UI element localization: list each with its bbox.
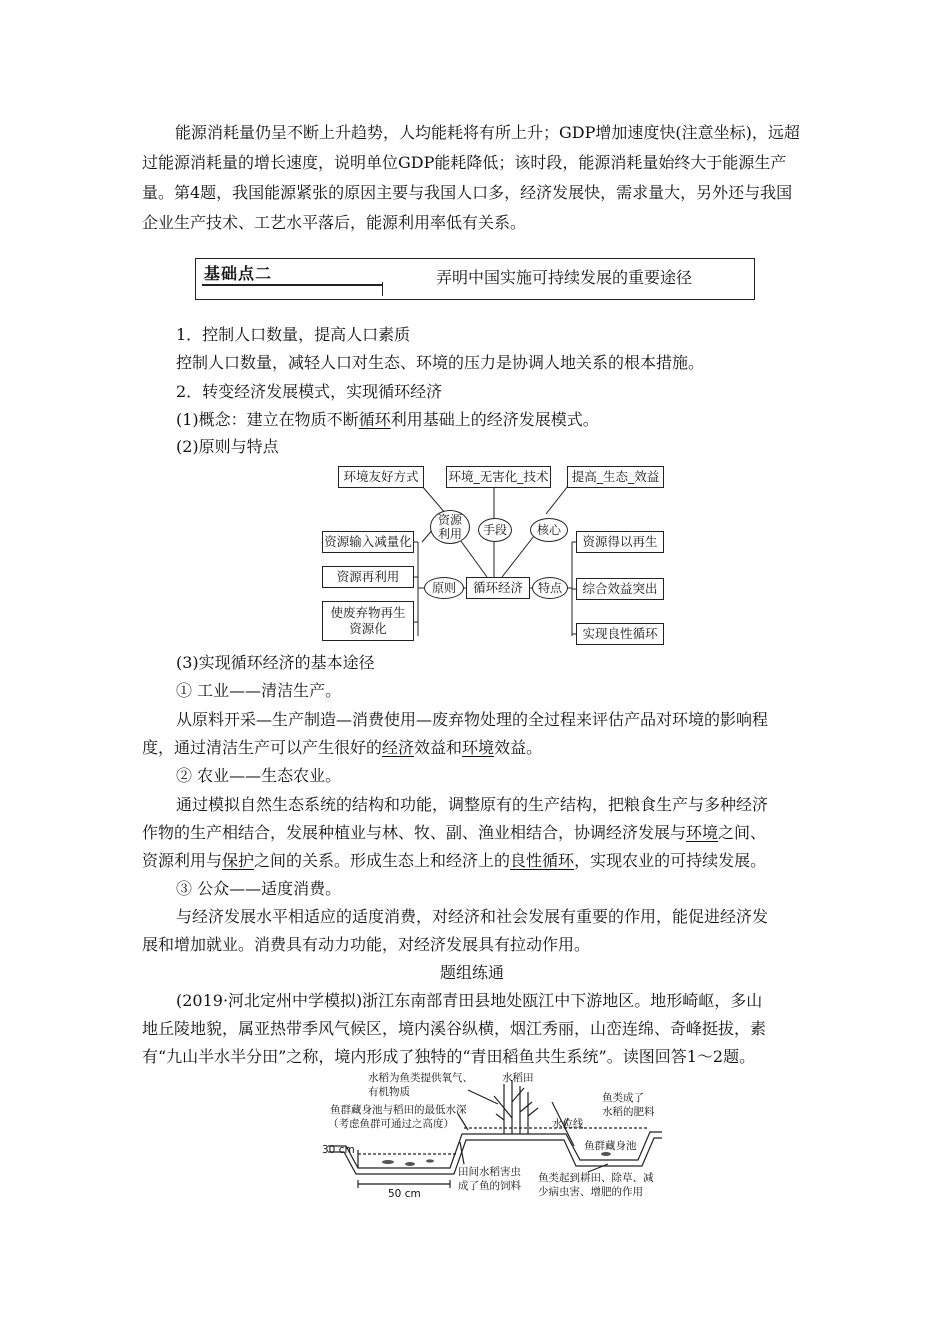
section3-item2-body-b: [142, 820, 766, 846]
banner-divider: [382, 282, 383, 296]
mindmap-oval-means: 手段: [478, 518, 512, 542]
mindmap-box-harmless: [446, 466, 551, 488]
mindmap-text: 实现良性循环: [582, 626, 658, 641]
item2-text: 作物的生产相结合，发展种植业与林、牧、副、渔业相结合，协调经济发展与: [142, 823, 687, 842]
diagram-label-fish-fertilizer-1: 鱼类成了: [602, 1092, 644, 1104]
concept-answer: 循环: [358, 410, 391, 429]
mindmap-box-benefit: [576, 578, 664, 600]
item2-answer-cycle: 良性循环: [510, 851, 575, 870]
exercise-title: 题组练通: [440, 963, 505, 982]
concept-text-end: 利用基础上的经济发展模式。: [390, 410, 599, 429]
section2-heading: 2．转变经济发展模式，实现循环经济: [176, 382, 443, 401]
diagram-label-oxygen: 水稻为鱼类提供氧气、: [368, 1072, 473, 1084]
item1-answer-environment: 环境: [462, 738, 495, 757]
section3-item2-body-c: [142, 848, 766, 874]
mindmap-text: 资源得以再生: [582, 534, 658, 549]
mindmap-text: 资源输入减量化: [324, 534, 412, 549]
section3-item2-body-a: 通过模拟自然生态系统的结构和功能，调整原有的生产结构，把粮食生产与多种经济: [176, 795, 769, 814]
banner-title: 弄明中国实施可持续发展的重要途径: [436, 268, 693, 287]
mindmap-text: 环境友好方式: [343, 469, 419, 484]
section3-item2: ② 农业——生态农业。: [176, 766, 342, 785]
item2-answer-environment: 环境: [686, 823, 719, 842]
section-banner: [195, 258, 755, 300]
diagram-label-min-depth: 鱼群藏身池与稻田的最低水深: [330, 1104, 467, 1116]
rice-fish-diagram: [318, 1068, 670, 1202]
section3-item3-body-b: 展和增加就业。消费具有动力功能，对经济发展具有拉动作用。: [142, 935, 591, 954]
banner-tag-underline: [202, 284, 382, 286]
mindmap-box-recycle: [322, 601, 414, 641]
diagram-label-pests-1: 田间水稻害虫: [458, 1166, 521, 1178]
section3-item3-body-a: 与经济发展水平相适应的适度消费，对经济和社会发展有重要的作用，能促进经济发: [176, 907, 769, 926]
mindmap-text: 使废弃物再生 资源化: [330, 605, 406, 636]
mindmap-center: [466, 577, 530, 599]
item2-answer-protect: 保护: [222, 851, 255, 870]
item1-answer-economy: 经济: [382, 738, 415, 757]
diagram-label-50cm: 50 cm: [388, 1188, 421, 1200]
section3-heading: (3)实现循环经济的基本途径: [176, 653, 375, 672]
mindmap-text: 环境_无害化_技术: [448, 469, 549, 484]
item2-text-end: 之间、: [718, 823, 767, 842]
exercise-line2: 地丘陵地貌，属亚热带季风气候区，境内溪谷纵横，烟江秀丽，山峦连绵、奇峰挺拔，素: [142, 1019, 767, 1038]
diagram-label-water-line: 水位线: [552, 1118, 584, 1130]
section3-item1: ① 工业——清洁生产。: [176, 681, 342, 700]
section2-principle: (2)原则与特点: [176, 437, 279, 456]
item2c-text-mid: 之间的关系。形成生态上和经济上的: [254, 851, 511, 870]
mindmap-box-reuse: [322, 566, 414, 588]
diagram-label-height-note: （考虑鱼群可通过之高度）: [328, 1118, 454, 1130]
mindmap-box-regenerate: [576, 531, 664, 553]
diagram-label-fish-role-1: 鱼类起到耕田、除草、减: [538, 1172, 654, 1184]
intro-paragraph: 能源消耗量仍呈不断上升趋势，人均能耗将有所上升；GDP增加速度快(注意坐标)，远超过能源消耗量的增长速度，说明单位GDP能耗降低；该时段，能源消耗量始终大于能源生产量。第4题，我国能源紧张的原因主要与我国人口多，经济发展快，需求量大，另外还与我国企业生产技术、工艺水平落后，能源利用率低有关系。: [142, 123, 800, 232]
mindmap-oval-resource: 资源 利用: [430, 510, 470, 544]
item2c-text-end: ，实现农业的可持续发展。: [574, 851, 767, 870]
mindmap-box-cycle: [576, 623, 664, 645]
mindmap-box-eco-benefit: [567, 466, 664, 488]
section1-heading: 1．控制人口数量，提高人口素质: [176, 325, 411, 344]
mindmap-text: 提高_生态_效益: [571, 469, 660, 484]
circular-economy-mindmap: [322, 462, 667, 648]
mindmap-center-label: 循环经济: [472, 580, 523, 595]
item1-text-mid: 效益和: [414, 738, 463, 757]
diagram-label-fish-fertilizer-2: 水稻的肥料: [602, 1106, 655, 1118]
exercise-line3: 有“九山半水半分田”之称，境内形成了独特的“青田稻鱼共生系统”。读图回答1～2题。: [142, 1047, 756, 1066]
diagram-label-fish-role-2: 少病虫害、增肥的作用: [538, 1186, 643, 1198]
diagram-label-fish-pool: 鱼群藏身池: [584, 1140, 637, 1152]
section3-item3: ③ 公众——适度消费。: [176, 879, 342, 898]
diagram-label-paddy: 水稻田: [502, 1072, 534, 1084]
item2c-text: 资源利用与: [142, 851, 223, 870]
diagram-label-pests-2: 成了鱼的饲料: [458, 1180, 521, 1192]
section3-item1-body-b: [142, 735, 542, 761]
section3-item1-body-a: 从原料开采—生产制造—消费使用—废弃物处理的全过程来评估产品对环境的影响程: [176, 710, 769, 729]
diagram-label-30cm: 30 cm: [322, 1144, 355, 1156]
section2-concept: [176, 407, 599, 433]
mindmap-text: 综合效益突出: [582, 581, 658, 596]
item1-text: 度，通过清洁生产可以产生很好的: [142, 738, 383, 757]
mindmap-box-reduce: [322, 531, 414, 553]
exercise-line1: (2019·河北定州中学模拟)浙江东南部青田县地处瓯江中下游地区。地形崎岖，多山: [176, 991, 763, 1010]
mindmap-oval-principle: 原则: [424, 577, 464, 599]
mindmap-box-friendly: [338, 466, 424, 488]
mindmap-oval-core: 核心: [530, 518, 568, 542]
item1-text-end: 效益。: [494, 738, 543, 757]
mindmap-text: 资源再利用: [336, 569, 400, 584]
mindmap-oval-feature: 特点: [532, 577, 568, 599]
section1-body: 控制人口数量，减轻人口对生态、环境的压力是协调人地关系的根本措施。: [176, 353, 705, 372]
diagram-label-organic: 有机物质: [368, 1086, 410, 1098]
banner-tag: 基础点二: [204, 264, 273, 283]
concept-text: (1)概念：建立在物质不断: [176, 410, 359, 429]
